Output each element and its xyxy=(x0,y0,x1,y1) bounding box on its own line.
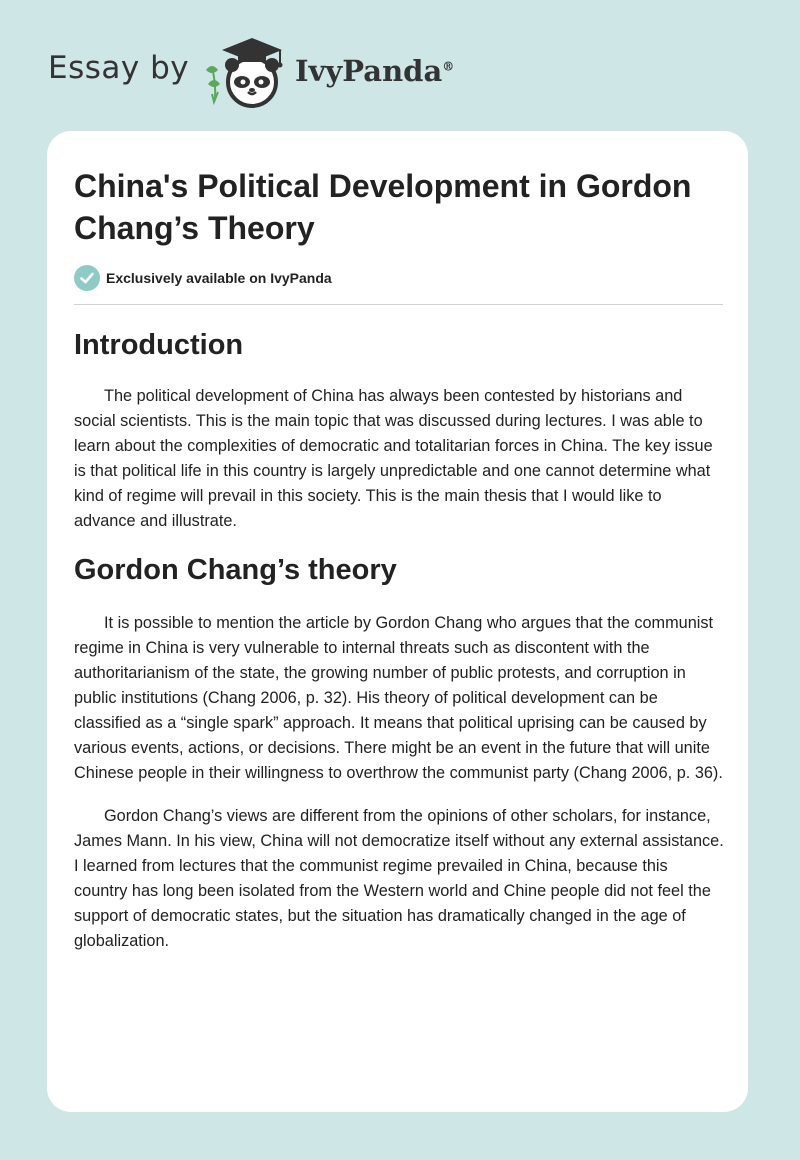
check-circle-icon xyxy=(74,265,100,291)
essay-by-label: Essay by xyxy=(48,50,190,86)
section-heading-introduction: Introduction xyxy=(74,329,244,361)
essay-card xyxy=(47,131,748,1112)
essay-title: China's Political Development in Gordon Chang’s Theory xyxy=(74,168,692,246)
brand-header xyxy=(48,28,468,118)
brand-name: IvyPanda xyxy=(295,54,443,88)
paragraph: It is possible to mention the article by Gordon Chang who argues that the communist regime in China is very vulnerable to internal threats such as discontent with the authoritarianism of the state, the growing number of public protests, and corruption in public institutions (Chang 2006, p. 32). His theory of political development can be classified as a “single spark” approach. It means that political uprising can be caused by various events, actions, or decisions. There might be an event in the future that will unite Chinese people in their willingness to overthrow the communist party (Chang 2006, p. 36). xyxy=(74,614,723,782)
registered-mark: ® xyxy=(442,59,455,74)
essay-content xyxy=(74,165,724,954)
ivy-leaf-icon xyxy=(206,66,220,102)
ivypanda-wordmark xyxy=(295,54,454,88)
exclusive-label: Exclusively available on IvyPanda xyxy=(106,270,332,286)
paragraph: Gordon Chang’s views are different from the opinions of other scholars, for instance, James Mann. In his view, China will not democratize itself without any external assistance. I learned from lectures that the communist regime prevailed in China, because this country has long been isolated from the Western world and Chine people did not feel the support of democratic states, but the situation has dramatically changed in the age of globalization. xyxy=(74,807,724,950)
section-heading-gordon-chang-theory: Gordon Chang’s theory xyxy=(74,554,397,586)
exclusive-badge xyxy=(74,264,724,292)
paragraph: The political development of China has always been contested by historians and social scientists. This is the main topic that was discussed during lectures. I was able to learn about the complexities of democratic and totalitarian forces in China. The key issue is that political life in this country is largely unpredictable and one cannot determine what kind of regime will prevail in this society. This is the main thesis that I would like to advance and illustrate. xyxy=(74,387,713,530)
divider xyxy=(74,304,723,305)
panda-logo-icon xyxy=(202,32,292,112)
